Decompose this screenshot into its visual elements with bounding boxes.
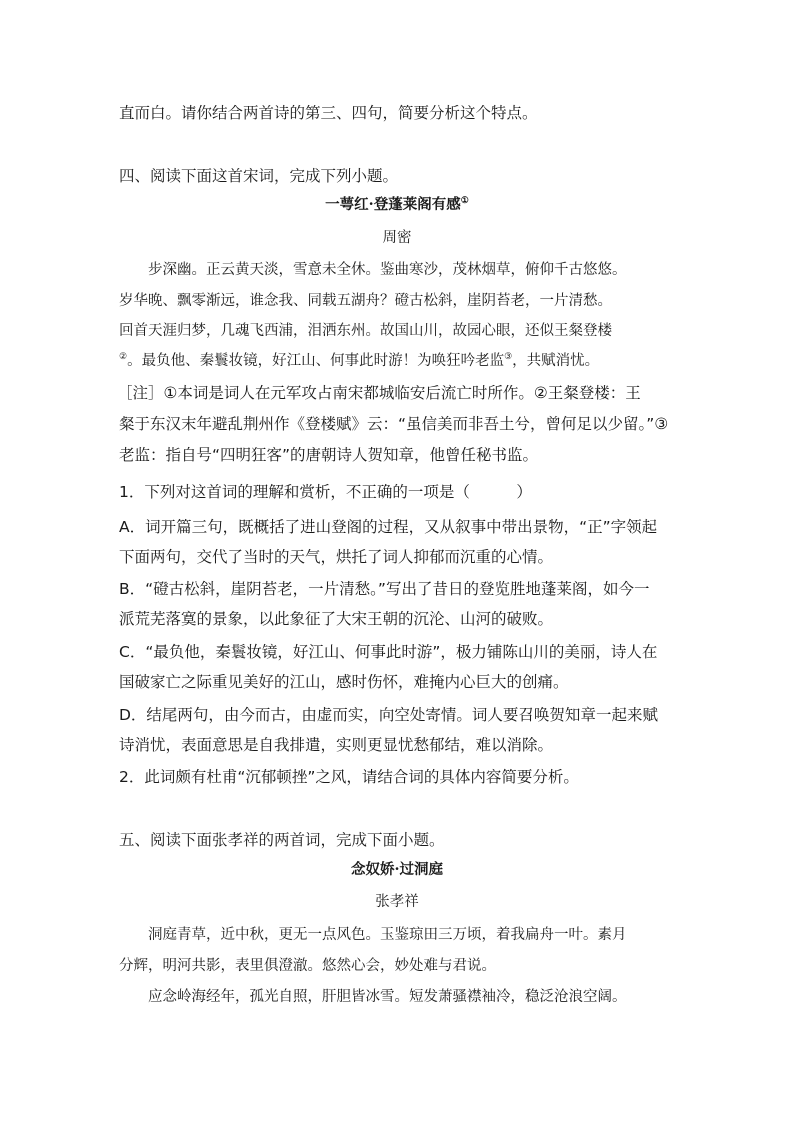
poem-line: 岁华晚、飘零渐远，谁念我、同载五湖舟？磴古松斜，崖阴苔老，一片清愁。 <box>119 293 612 309</box>
poem-line: 分辉，明河共影，表里俱澄澈。悠然心会，妙处难与君说。 <box>119 958 496 974</box>
intro-line: 直而白。请你结合两首诗的第三、四句，简要分析这个特点。 <box>119 104 538 122</box>
poem-line: 回首天涯归梦，几魂飞西浦，泪洒东州。故国山川，故园心眼，还似王粲登楼 <box>119 323 612 339</box>
footnote-mark: ③ <box>504 352 513 362</box>
section4-poem-title <box>0 194 794 216</box>
section5-heading: 五、阅读下面张孝祥的两首词，完成下面小题。 <box>119 831 445 849</box>
poem-line: 洞庭青草，近中秋，更无一点风色。玉鉴琼田三万顷，着我扁舟一叶。素月 <box>148 927 627 943</box>
section4-author: 周密 <box>382 230 412 246</box>
poem-title-text: 一萼红·登蓬莱阁有感 <box>325 196 461 213</box>
option-line: C．“最负他，秦鬟妆镜，好江山、何事此时游”，极力铺陈山川的美丽，诗人在 <box>119 643 658 661</box>
question-1: 1．下列对这首词的理解和赏析，不正确的一项是（ ） <box>119 483 532 501</box>
option-line: B．“磴古松斜，崖阴苔老，一片清愁。”写出了昔日的登览胜地蓬莱阁，如今一 <box>119 580 650 598</box>
poem-line: 步深幽。正云黄天淡，雪意未全休。鉴曲寒沙，茂林烟草，俯仰千古悠悠。 <box>148 262 627 278</box>
section4-heading: 四、阅读下面这首宋词，完成下列小题。 <box>119 167 399 185</box>
option-line: D．结尾两句，由今而古，由虚而实，向空处寄情。词人要召唤贺知章一起来赋 <box>119 706 658 724</box>
option-line: 下面两句，交代了当时的天气，烘托了词人抑郁而沉重的心情。 <box>119 548 554 566</box>
poem-line-text: ，共赋消忧。 <box>512 353 600 369</box>
question-2: 2．此词颇有杜甫“沉郁顿挫”之风，请结合词的具体内容简要分析。 <box>119 768 579 786</box>
poem-line <box>119 350 599 372</box>
option-line: A．词开篇三句，既概括了进山登阁的过程，又从叙事中带出景物，“正”字领起 <box>119 518 658 536</box>
section5-author: 张孝祥 <box>375 894 419 910</box>
option-line: 国破家亡之际重见美好的江山，感时伤怀，难掩内心巨大的创痛。 <box>119 673 569 691</box>
poem-line: 应念岭海经年，孤光自照，肝胆皆冰雪。短发萧骚襟袖冷，稳泛沧浪空阔。 <box>148 989 627 1005</box>
option-line: 派荒芜落寞的景象，以此象征了大宋王朝的沉沦、山河的破败。 <box>119 610 554 628</box>
note-line: ［注］①本词是词人在元军攻占南宋都城临安后流亡时所作。②王粲登楼：王 <box>117 384 641 402</box>
footnote-mark: ① <box>460 196 469 206</box>
poem-line-text: 。最负他、秦鬟妆镜，好江山、何事此时游！为唤狂吟老监 <box>127 353 505 369</box>
note-line: 老监：指自号“四明狂客”的唐朝诗人贺知章，他曾任秘书监。 <box>119 446 539 464</box>
option-line: 诗消忧，表面意思是自我排遣，实则更显忧愁郁结，难以消除。 <box>119 736 554 754</box>
note-line: 粲于东汉末年避乱荆州作《登楼赋》云：“虽信美而非吾土兮，曾何足以少留。”③ <box>119 415 669 433</box>
section5-poem-title: 念奴娇·过洞庭 <box>350 861 444 878</box>
footnote-mark: ② <box>119 352 128 362</box>
